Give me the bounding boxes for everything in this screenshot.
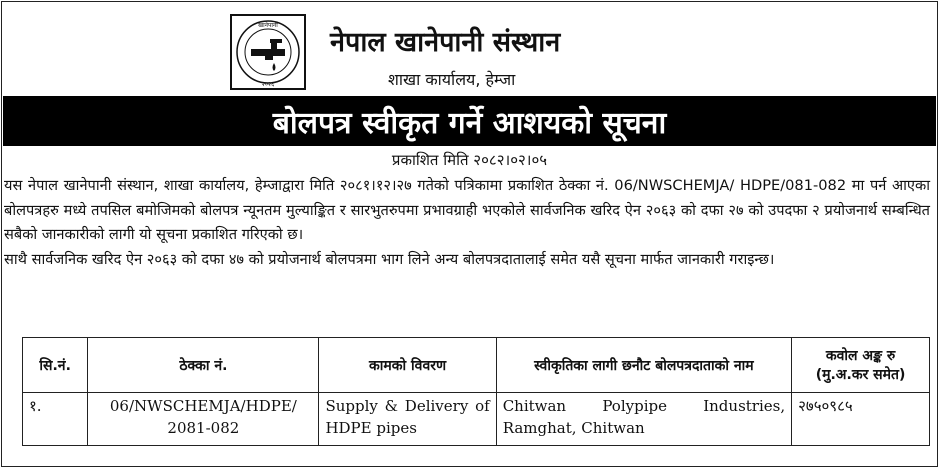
table-row [23,393,930,446]
selected-bid-table [22,337,930,446]
header-contract-no: ठेक्का नं. [88,338,319,393]
notice-paragraph-1: यस नेपाल खानेपानी संस्थान, शाखा कार्यालय, हेम्जाद्वारा मिति २०८१।१२।२७ गतेको पत्रिकामा प्रकाशित ठेक्का नं. 06/NWSCHEMJA/ HDPE/081-082 मा पर्न आएका बोलपत्रहरु मध्ये तपसिल बमोजिमको बोलपत्र न्यूनतम मुल्याङ्कित र सारभुतरुपमा प्रभावग्राही भएकोले सार्वजनिक खरिद ऐन २०६३ को दफा २७ को उपदफा २ प्रयोजनार्थ सम्बन्धित सबैको जानकारीको लागी यो सूचना प्रकाशित गरिएको छ। [4,177,930,243]
water-tap-logo-icon [229,13,307,91]
notice-title-banner [3,96,936,146]
header-sn: सि.नं. [23,338,88,393]
header-work: कामको विवरण [319,338,496,393]
cell-amount: २७५०९८५ [792,393,930,446]
organization-name: नेपाल खानेपानी संस्थान [330,27,561,58]
office-name: शाखा कार्यालय, हेम्जा [388,70,516,89]
svg-text:खानेपानी: खानेपानी [258,22,278,29]
cell-bidder: Chitwan Polypipe Industries, Ramghat, Chitwan [496,393,791,446]
cell-contract-no: 06/NWSCHEMJA/HDPE/ 2081-082 [88,393,319,446]
cell-sn: १. [23,393,88,446]
notice-paragraph-2: साथै सार्वजनिक खरिद ऐन २०६३ को दफा ४७ को प्रयोजनार्थ बोलपत्रमा भाग लिने अन्य बोलपत्रदातालाई समेत यसै सूचना मार्फत जानकारी गराइन्छ। [4,250,775,268]
header-amount-line2: (मु.अ.कर समेत) [815,367,906,383]
notice-title: बोलपत्र स्वीकृत गर्ने आशयको सूचना [272,105,667,141]
published-date: प्रकाशित मिति २०८२।०२।०५ [391,151,548,169]
header-amount [792,338,930,393]
table-header-row [23,338,930,393]
svg-text:२०२६: २०२६ [261,81,275,88]
header-amount-line1: कवोल अङ्क रु [825,348,896,364]
notice-body [4,174,930,272]
cell-work: Supply & Delivery of HDPE pipes [319,393,496,446]
header-bidder: स्वीकृतिका लागी छनौट बोलपत्रदाताको नाम [496,338,791,393]
